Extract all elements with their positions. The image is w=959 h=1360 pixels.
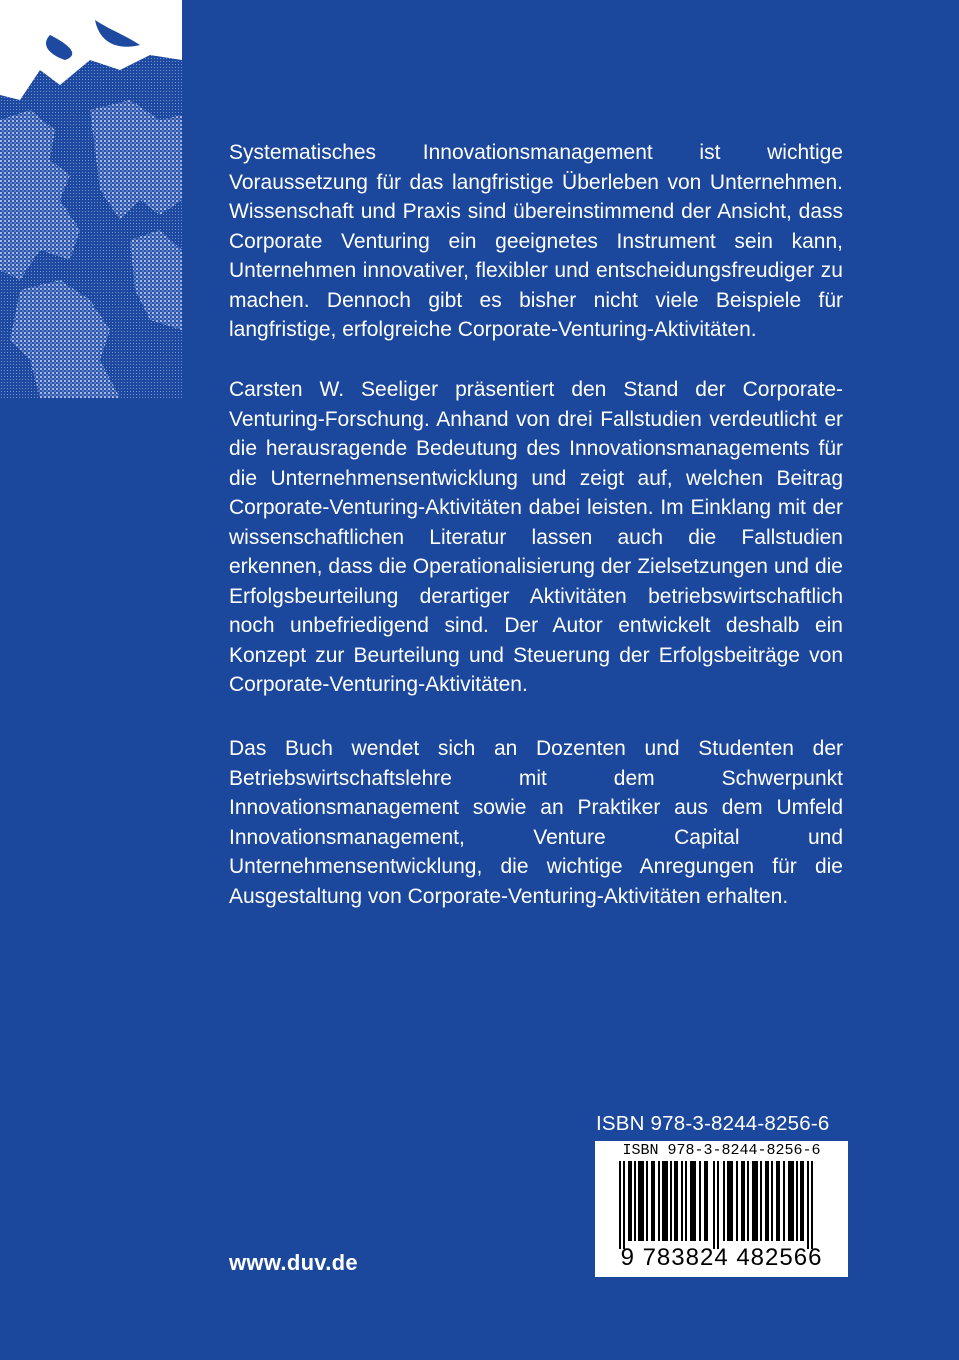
description-paragraph-1: Systematisches Innovationsmanagement ist wichtige Voraussetzung für das langfristige Überleben von Unternehmen. Wissenschaft und Praxis sind übereinstimmend der Ansicht, dass Corporate Venturing ein geeignetes Instrument sein kann, Unternehmen innovativer, flexibler und entscheidungsfreudiger zu machen. Dennoch gibt es bisher nicht viele Beispiele für langfristige, erfolgreiche Corporate-Venturing-Aktivitäten.	[229, 141, 843, 341]
barcode-digits: 9 783824 482566	[620, 1244, 823, 1271]
description-paragraph-2: Carsten W. Seeliger präsentiert den Stand der Corporate-Venturing-Forschung. Anhand von drei Fallstudien verdeutlicht er die herausragende Bedeutung des Innovationsmanagements für die Unternehmensentwicklung und zeigt auf, welchen Beitrag Corporate-Venturing-Aktivitäten dabei leisten. Im Einklang mit der wissenschaftlichen Literatur lassen auch die Fallstudien erkennen, dass die Operationalisierung der Zielsetzungen und die Erfolgsbeurteilung derartiger Aktivitäten betriebswirtschaftlich noch unbefriedigend sind. Der Autor entwickelt deshalb ein Konzept zur Beurteilung und Steuerung der Erfolgsbeiträge von Corporate-Venturing-Aktivitäten.	[229, 378, 843, 696]
barcode-bars	[605, 1161, 838, 1249]
description-paragraph-3: Das Buch wendet sich an Dozenten und Studenten der Betriebswirtschaftslehre mit dem Schwerpunkt Innovationsmanagement sowie an Praktiker aus dem Umfeld Innovationsmanagement, Venture Capital und Unternehmensentwicklung, die wichtige Anregungen für die Ausgestaltung von Corporate-Venturing-Aktivitäten erhalten.	[229, 737, 843, 908]
publisher-website: www.duv.de	[229, 1250, 358, 1275]
barcode-isbn-text: ISBN 978-3-8244-8256-6	[622, 1142, 821, 1159]
world-map-image	[0, 0, 182, 398]
barcode	[595, 1141, 848, 1277]
isbn-label: ISBN 978-3-8244-8256-6	[596, 1112, 830, 1135]
